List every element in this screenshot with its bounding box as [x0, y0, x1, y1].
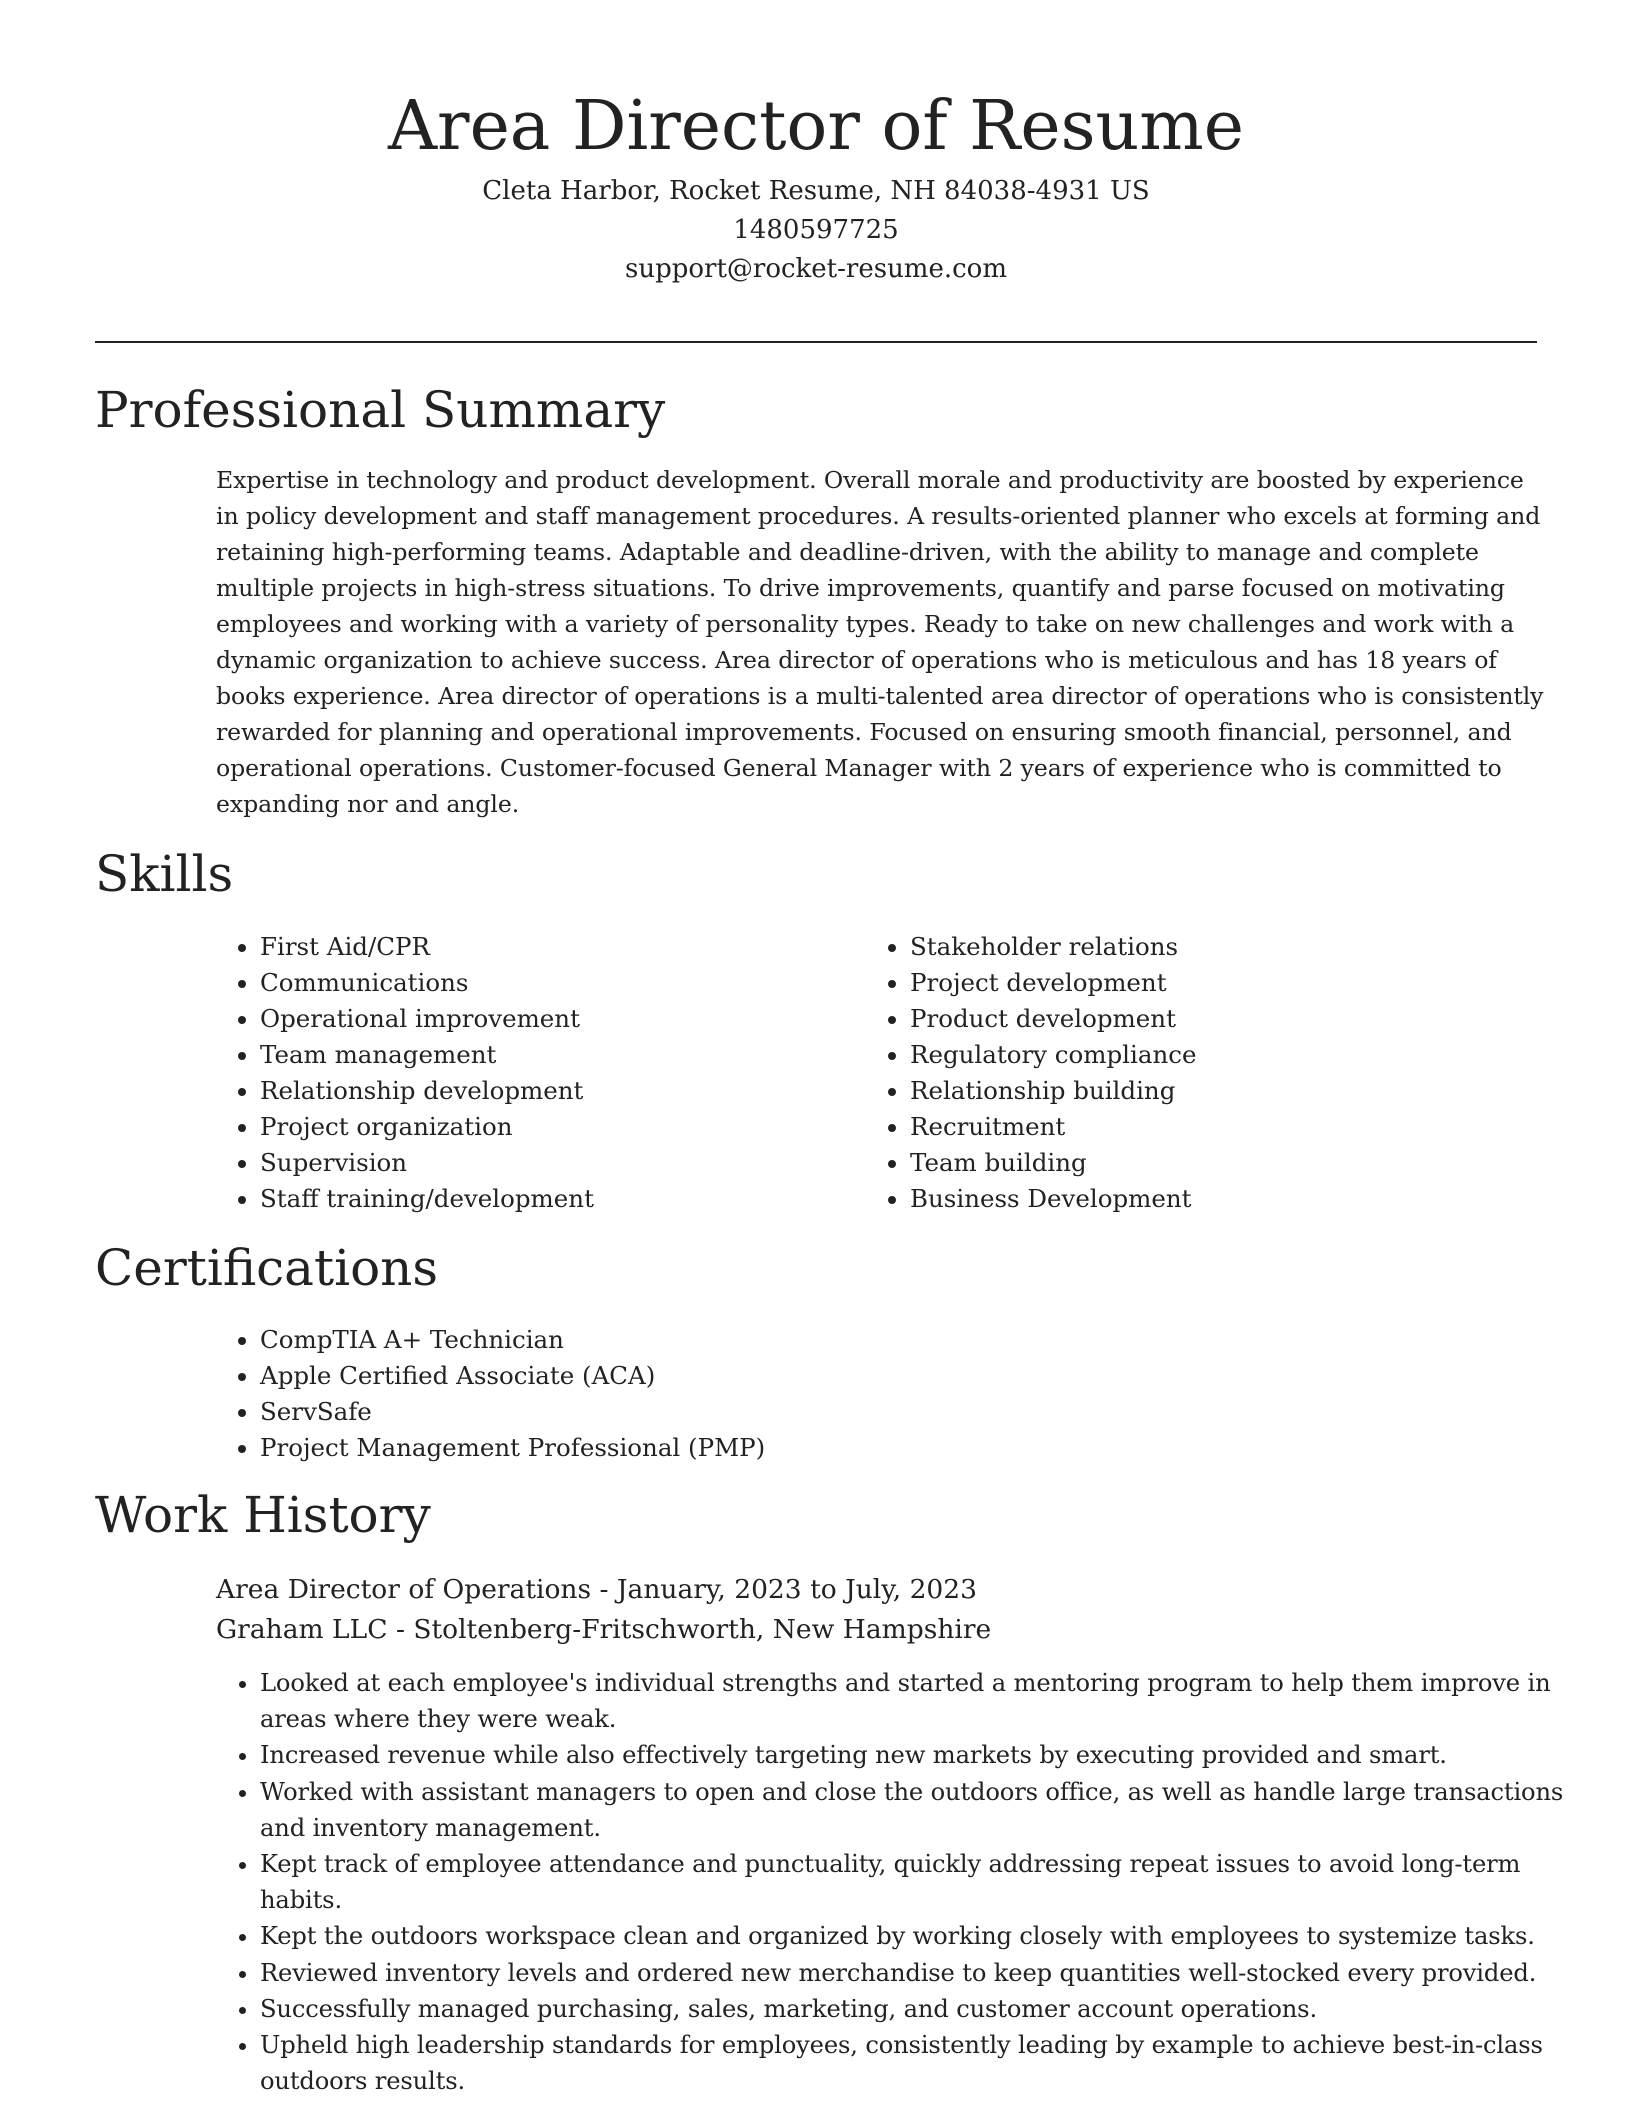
skills-list-left: [216, 929, 860, 1217]
list-item: • Reviewed inventory levels and ordered new merchandise to keep quantities well-stocked every provided.: [260, 1955, 1590, 1991]
resume-title: Area Director of Resume: [387, 87, 1245, 166]
header-divider: [95, 341, 1537, 343]
job-duties-list: [216, 1665, 1590, 2099]
list-item: • Communications: [260, 965, 860, 1001]
list-item: • Increased revenue while also effectively targeting new markets by executing provided and smart.: [260, 1737, 1590, 1773]
contact-email: support@rocket-resume.com: [624, 254, 1007, 284]
list-item: • Project Management Professional (PMP): [260, 1430, 1460, 1466]
list-item: • Product development: [910, 1001, 1510, 1037]
list-item: • Regulatory compliance: [910, 1037, 1510, 1073]
list-item: • Supervision: [260, 1145, 860, 1181]
job-employer: Graham LLC - Stoltenberg-Fritschworth, New Hampshire: [216, 1614, 992, 1645]
contact-phone: 1480597725: [733, 215, 899, 245]
list-item: • Looked at each employee's individual strengths and started a mentoring program to help them improve in areas where they were weak.: [260, 1665, 1590, 1737]
list-item: • Successfully managed purchasing, sales, marketing, and customer account operations.: [260, 1991, 1590, 2027]
skills-heading: Skills: [95, 845, 234, 903]
skills-list-right: [866, 929, 1510, 1217]
list-item: • Upheld high leadership standards for employees, consistently leading by example to achieve best-in-class outdoors results.: [260, 2027, 1590, 2099]
list-item: • First Aid/CPR: [260, 929, 860, 965]
summary-text: Expertise in technology and product development. Overall morale and productivity are boosted by experience in policy development and staff management procedures. A results-oriented planner who excels at forming and retaining high-performing teams. Adaptable and deadline-driven, with the ability to manage and complete multiple projects in high-stress situations. To drive improvements, quantify and parse focused on motivating employees and working with a variety of personality types. Ready to take on new challenges and work with a dynamic organization to achieve success. Area director of operations who is meticulous and has 18 years of books experience. Area director of operations is a multi-talented area director of operations who is consistently rewarded for planning and operational improvements. Focused on ensuring smooth financial, personnel, and operational operations. Customer-focused General Manager with 2 years of experience who is committed to expanding nor and angle.: [216, 466, 1544, 818]
summary-heading: Professional Summary: [95, 381, 666, 439]
certifications-list: [216, 1322, 1460, 1466]
list-item: • Recruitment: [910, 1109, 1510, 1145]
list-item: • Team management: [260, 1037, 860, 1073]
list-item: • ServSafe: [260, 1394, 1460, 1430]
list-item: • Staff training/development: [260, 1181, 860, 1217]
job-title: Area Director of Operations - January, 2023 to July, 2023: [216, 1574, 978, 1605]
list-item: • Apple Certified Associate (ACA): [260, 1358, 1460, 1394]
list-item: • Operational improvement: [260, 1001, 860, 1037]
list-item: • CompTIA A+ Technician: [260, 1322, 1460, 1358]
list-item: • Business Development: [910, 1181, 1510, 1217]
list-item: • Kept the outdoors workspace clean and organized by working closely with employees to systemize tasks.: [260, 1918, 1590, 1954]
certifications-heading: Certifications: [95, 1239, 439, 1297]
list-item: • Relationship development: [260, 1073, 860, 1109]
list-item: • Team building: [910, 1145, 1510, 1181]
list-item: • Relationship building: [910, 1073, 1510, 1109]
list-item: • Project organization: [260, 1109, 860, 1145]
list-item: • Stakeholder relations: [910, 929, 1510, 965]
list-item: • Kept track of employee attendance and punctuality, quickly addressing repeat issues to avoid long-term habits.: [260, 1846, 1590, 1918]
contact-address: Cleta Harbor, Rocket Resume, NH 84038-4931 US: [482, 176, 1150, 206]
work-history-heading: Work History: [95, 1486, 431, 1544]
list-item: • Worked with assistant managers to open and close the outdoors office, as well as handle large transactions and inventory management.: [260, 1774, 1590, 1846]
list-item: • Project development: [910, 965, 1510, 1001]
resume-header: [95, 82, 1537, 289]
